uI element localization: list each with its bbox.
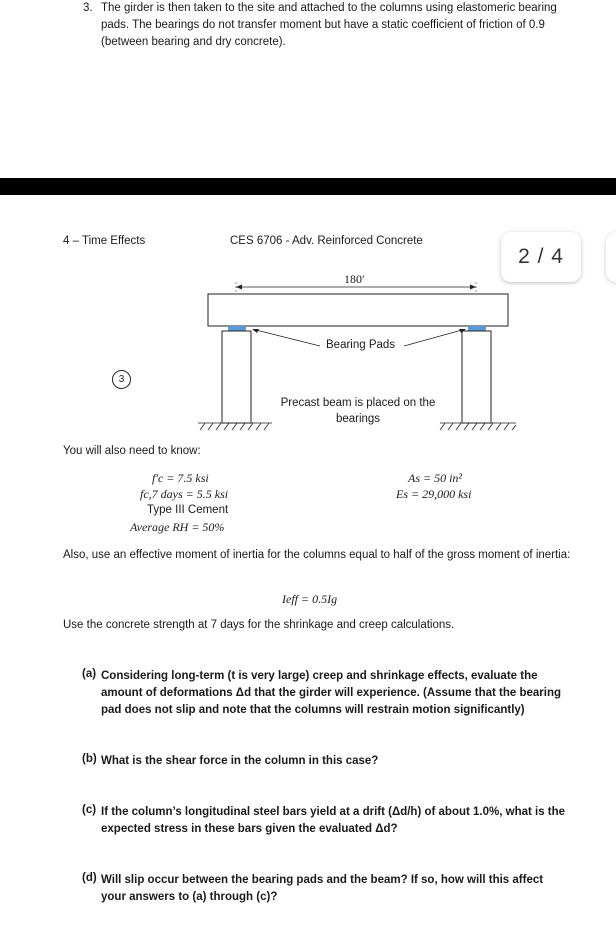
prop-rh: Average RH = 50% bbox=[130, 520, 225, 534]
problem-text: The girder is then taken to the site and attached to the columns using elastomeric bearing pads. The bearings do not transfer moment but have a static coefficient of friction of 0.9 (between bearing and dry concrete). bbox=[101, 2, 557, 48]
slide-header-center: CES 6706 - Adv. Reinforced Concrete bbox=[230, 235, 423, 247]
ieff-formula: Ieff = 0.5Ig bbox=[282, 592, 338, 606]
leader-right bbox=[404, 330, 462, 346]
step-number-badge: 3 bbox=[112, 370, 131, 389]
bearing-pad-left bbox=[228, 326, 246, 331]
question-c-text: If the column’s longitudinal steel bars yield at a drift (Δd/h) of about 1.0%, what is the expected stress in these bars given the evaluated Δd? bbox=[101, 806, 566, 835]
question-d-label: (d) bbox=[82, 872, 97, 884]
question-a-text: Considering long-term (t is very large) creep and shrinkage effects, evaluate the amount of deformations Δd that the girder will experience. (Assume that the bearing pad does not slip and note that the columns will restrain motion significantly) bbox=[101, 670, 562, 716]
prop-as: As = 50 in² bbox=[408, 471, 463, 485]
precast-label-line2: bearings bbox=[335, 413, 381, 425]
dim-arrow-right bbox=[470, 285, 476, 290]
ground-right bbox=[440, 423, 516, 430]
bearing-pad-right bbox=[468, 326, 486, 331]
question-d-text: Will slip occur between the bearing pads and the beam? If so, how will this affect your answers to (a) through (c)? bbox=[101, 874, 544, 903]
precast-label-line1: Precast beam is placed on the bbox=[280, 397, 436, 409]
page-divider bbox=[0, 178, 616, 195]
page-indicator[interactable]: 2 / 4 bbox=[501, 232, 581, 282]
question-b-text: What is the shear force in the column in this case? bbox=[101, 755, 379, 767]
effective-inertia-text: Also, use an effective moment of inertia for the columns equal to half of the gross moment of inertia: bbox=[63, 549, 571, 561]
span-label: 180′ bbox=[344, 272, 365, 286]
girder-beam bbox=[208, 294, 508, 326]
prop-fc: f′c = 7.5 ksi bbox=[152, 471, 209, 485]
bearing-pads-label: Bearing Pads bbox=[326, 339, 396, 351]
problem-number: 3. bbox=[83, 2, 93, 14]
slide-header-left: 4 – Time Effects bbox=[63, 235, 146, 247]
concrete-strength-text: Use the concrete strength at 7 days for the shrinkage and creep calculations. bbox=[63, 619, 455, 631]
leader-left bbox=[256, 330, 320, 346]
prop-fc7: fc,7 days = 5.5 ksi bbox=[140, 487, 229, 501]
prop-cement: Type III Cement bbox=[147, 504, 229, 516]
prop-es: Es = 29,000 ksi bbox=[396, 487, 472, 501]
question-c-label: (c) bbox=[82, 804, 97, 816]
question-a-label: (a) bbox=[82, 668, 97, 680]
question-b-label: (b) bbox=[82, 753, 97, 765]
need-to-know-text: You will also need to know: bbox=[63, 445, 201, 457]
leader-left-head bbox=[252, 329, 259, 333]
dim-arrow-left bbox=[236, 285, 242, 290]
ground-left bbox=[198, 423, 272, 430]
column-right bbox=[462, 331, 491, 423]
column-left bbox=[222, 331, 251, 423]
